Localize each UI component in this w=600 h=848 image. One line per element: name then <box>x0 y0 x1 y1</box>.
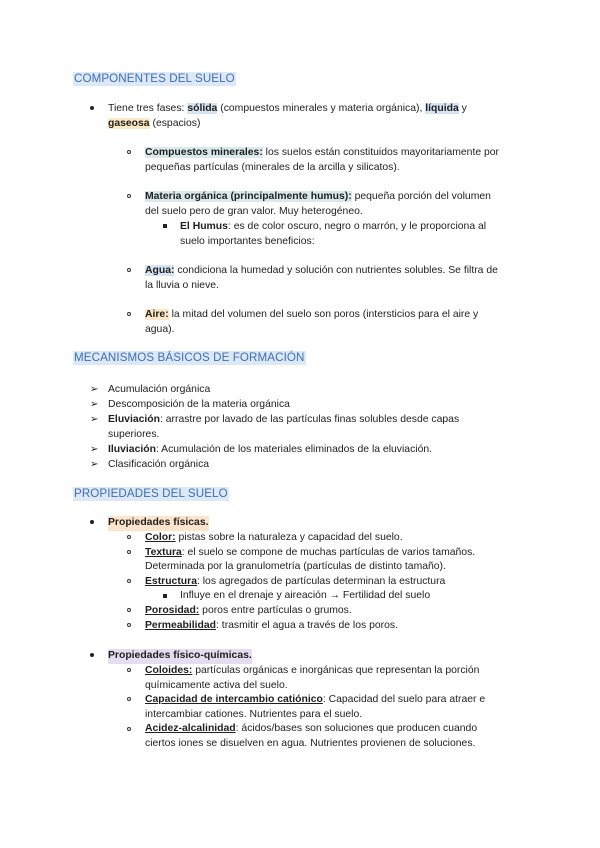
text-textura-2: Determinada por la granulometría (partículas de distinto tamaño). <box>145 561 446 573</box>
arrowhead-bullet-icon: ➢ <box>90 399 99 410</box>
label-minerales: Compuestos minerales: <box>145 147 263 158</box>
text-porosidad: poros entre partículas o grumos. <box>199 604 352 616</box>
label-iluviacion: Iluviación <box>108 444 156 455</box>
text-estructura: : los agregados de partículas determinan la estructura <box>196 575 446 587</box>
fases-text-4: (espacios) <box>149 117 201 129</box>
text-acidez: : ácidos/bases son soluciones que producen cuando <box>235 723 478 735</box>
bullet-dot-icon <box>90 649 104 664</box>
label-color: Color: <box>145 532 176 543</box>
circle-bullet-icon <box>127 693 141 708</box>
label-acidez: Acidez-alcalinidad <box>145 723 236 735</box>
text-iluviacion: : Acumulación de los materiales eliminados de la eluviación. <box>155 444 433 455</box>
text-capacidad: : Capacidad del suelo para atraer e <box>322 694 486 706</box>
circle-bullet-icon <box>127 604 141 619</box>
arrowhead-bullet-icon: ➢ <box>90 384 99 395</box>
text-coloides: partículas orgánicas e inorgánicas que representan la porción <box>192 665 480 676</box>
label-permeabilidad: Permeabilidad <box>145 619 217 631</box>
label-capacidad-intercambio: Capacidad de intercambio catiónico <box>145 694 323 706</box>
label-coloides: Coloides: <box>145 665 193 676</box>
fase-liquida: líquida <box>425 103 459 114</box>
text-aire-2: agua). <box>145 323 175 335</box>
circle-bullet-icon <box>127 190 141 205</box>
text-eluviacion-2: superiores. <box>108 429 160 440</box>
circle-bullet-icon <box>127 619 141 634</box>
text-textura: : el suelo se compone de muchas partículas de varios tamaños. <box>181 546 476 558</box>
label-porosidad: Porosidad: <box>145 604 200 616</box>
circle-bullet-icon <box>127 308 141 323</box>
bullet-dot-icon <box>90 102 104 117</box>
text-minerales-1: los suelos están constituidos mayoritariamente por <box>262 147 500 158</box>
label-propiedades-fisico-quimicas: Propiedades físico-químicas. <box>108 649 252 664</box>
text-coloides-2: químicamente activa del suelo. <box>145 679 288 691</box>
mecanismo-acumulacion: Acumulación orgánica <box>108 384 211 395</box>
arrowhead-bullet-icon: ➢ <box>90 444 99 455</box>
text-agua-1: condiciona la humedad y solución con nutrientes solubles. Se filtra de <box>174 265 498 276</box>
label-estructura: Estructura <box>145 575 197 587</box>
label-agua: Agua: <box>145 265 175 276</box>
fases-text-3: y <box>458 103 467 114</box>
label-textura: Textura <box>145 546 182 558</box>
arrowhead-bullet-icon: ➢ <box>90 459 99 470</box>
circle-bullet-icon <box>127 575 141 590</box>
text-capacidad-2: intercambiar cationes. Nutrientes para el suelo. <box>145 708 363 720</box>
text-aire-1: la mitad del volumen del suelo son poros (intersticios para el aire y <box>168 309 479 320</box>
mecanismo-descomposicion: Descomposición de la materia orgánica <box>108 399 290 410</box>
label-aire: Aire: <box>145 309 169 320</box>
circle-bullet-icon <box>127 146 141 161</box>
heading-componentes: COMPONENTES DEL SUELO <box>74 72 235 85</box>
label-materia-organica: Materia orgánica (principalmente humus): <box>145 191 352 202</box>
text-agua-2: la lluvia o nieve. <box>145 279 219 291</box>
text-humus-1: : es de color oscuro, negro o marrón, y le proporciona al <box>227 221 487 232</box>
text-materia-1: pequeña porción del volumen <box>351 191 491 202</box>
square-bullet-icon <box>163 220 177 235</box>
arrowhead-bullet-icon: ➢ <box>90 414 99 425</box>
label-humus: El Humus <box>180 221 228 232</box>
text-eluviacion: : arrastre por lavado de las partículas finas solubles desde capas <box>159 414 460 425</box>
fase-gaseosa: gaseosa <box>108 117 150 129</box>
circle-bullet-icon <box>127 531 141 546</box>
text-permeabilidad: : trasmitir el agua a través de los poros. <box>216 619 398 631</box>
text-materia-2: del suelo pero de gran valor. Muy heterogéneo. <box>145 205 363 217</box>
label-eluviacion: Eluviación <box>108 414 160 425</box>
text-color: pistas sobre la naturaleza y capacidad del suelo. <box>175 532 403 543</box>
mecanismo-clasificacion: Clasificación orgánica <box>108 459 210 470</box>
fases-text-2: (compuestos minerales y materia orgánica), <box>217 103 426 114</box>
heading-mecanismos: MECANISMOS BÁSICOS DE FORMACIÓN <box>74 351 305 364</box>
label-propiedades-fisicas: Propiedades físicas. <box>108 516 209 531</box>
fase-solida: sólida <box>187 103 218 114</box>
bullet-dot-icon <box>90 516 104 531</box>
text-minerales-2: pequeñas partículas (minerales de la arcilla y silicatos). <box>145 161 400 173</box>
circle-bullet-icon <box>127 722 141 737</box>
text-humus-2: suelo importantes beneficios: <box>180 235 315 247</box>
square-bullet-icon <box>163 589 177 604</box>
circle-bullet-icon <box>127 264 141 279</box>
heading-propiedades: PROPIEDADES DEL SUELO <box>74 487 228 500</box>
fases-text: Tiene tres fases: <box>108 103 188 114</box>
text-acidez-2: ciertos iones se disuelven en agua. Nutrientes provienen de soluciones. <box>145 737 476 749</box>
circle-bullet-icon <box>127 664 141 679</box>
circle-bullet-icon <box>127 546 141 561</box>
text-influye: Influye en el drenaje y aireación → Fertilidad del suelo <box>180 590 431 602</box>
